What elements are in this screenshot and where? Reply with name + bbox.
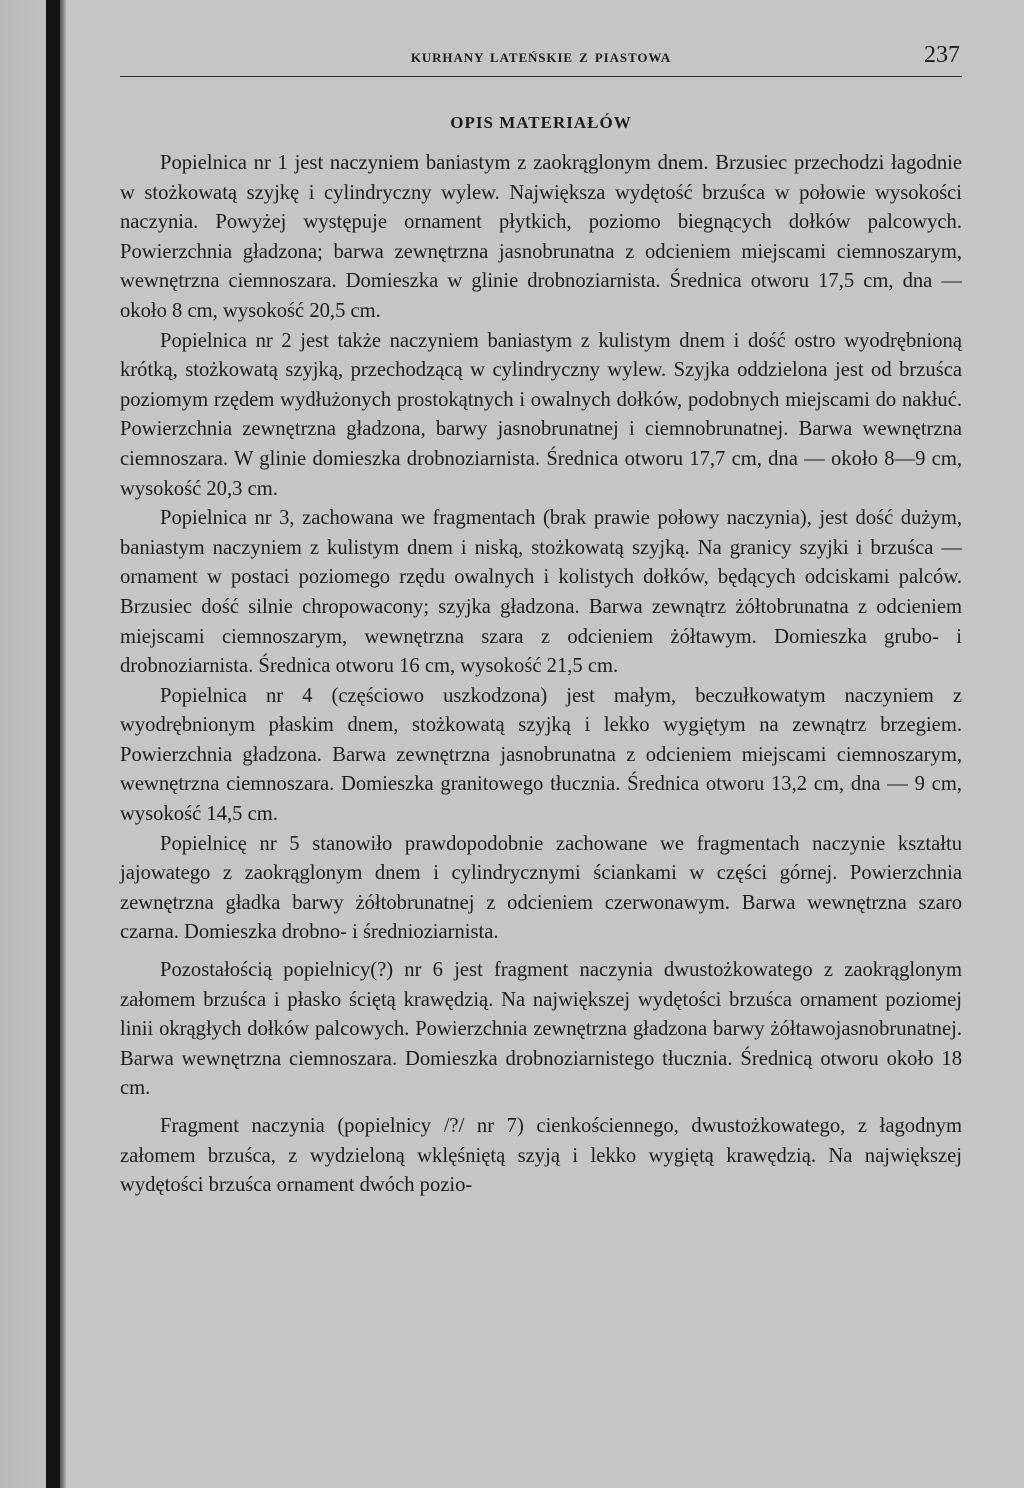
paragraph-fragment-7: Fragment naczynia (popielnicy /?/ nr 7) cienkościennego, dwustożkowatego, z łagodnym załomem brzuśca, z wydzieloną wklęśniętą szyją i lekko wygiętą krawędzią. Na największej wydętości brzuśca ornament dwóch pozio- (120, 1115, 962, 1197)
paragraph-urn-1: Popielnica nr 1 jest naczyniem baniastym z zaokrąglonym dnem. Brzusiec przechodzi łagodnie w stożkowatą szyjkę i cylindryczny wylew. Największa wydętość brzuśca w połowie wysokości naczynia. Powyżej występuje ornament płytkich, poziomo biegnących dołków palcowych. Powierzchnia gładzona; barwa zewnętrzna jasnobrunatna z odcieniem miejscami ciemnoszarym, wewnętrzna ciemnoszara. Domieszka w glinie drobnoziarnista. Średnica otworu 17,5 cm, dna — około 8 cm, wysokość 20,5 cm. (120, 152, 962, 322)
book-page (120, 40, 962, 1201)
running-title: KURHANY LATEŃSKIE Z PIASTOWA (410, 50, 672, 65)
paragraph-urn-3: Popielnica nr 3, zachowana we fragmentach (brak prawie połowy naczynia), jest dość dużym, baniastym naczyniem z kulistym dnem i niską, stożkowatą szyjką. Na granicy szyjki i brzuśca — ornament w postaci poziomego rzędu owalnych i kolistych dołków, będących odciskami palców. Brzusiec dość silnie chropowacony; szyjka gładzona. Barwa zewnątrz żółtobrunatna z odcieniem miejscami ciemnoszarym, wewnętrzna szara z odcieniem żółtawym. Domieszka grubo- i drobnoziarnista. Średnica otworu 16 cm, wysokość 21,5 cm. (120, 507, 962, 678)
binding-line (46, 0, 60, 1488)
section-title: OPIS MATERIAŁÓW (450, 113, 632, 132)
binding-edge (60, 0, 66, 1488)
paragraph-urn-4: Popielnica nr 4 (częściowo uszkodzona) jest małym, beczułkowatym naczyniem z wyodrębnionym płaskim dnem, stożkowatą szyjką i lekko wygiętym na zewnątrz brzegiem. Powierzchnia gładzona. Barwa zewnętrzna jasnobrunatna z odcieniem miejscami ciemnoszarym, wewnętrzna ciemnoszara. Domieszka granitowego tłucznia. Średnica otworu 13,2 cm, dna — 9 cm, wysokość 14,5 cm. (120, 684, 962, 826)
paragraph-urn-6: Pozostałością popielnicy(?) nr 6 jest fragment naczynia dwustożkowatego z zaokrąglonym załomem brzuśca i płasko ściętą krawędzią. Na największej wydętości brzuśca ornament poziomej linii okrągłych dołków palcowych. Powierzchnia zewnętrzna gładzona barwy żółtawojasnobrunatnej. Barwa wewnętrzna ciemnoszara. Domieszka drobnoziarnistego tłucznia. Średnicą otworu około 18 cm. (120, 959, 962, 1100)
running-head (120, 40, 962, 77)
paragraph-urn-5: Popielnicę nr 5 stanowiło prawdopodobnie zachowane we fragmentach naczynie kształtu jajowatego z zaokrąglonym dnem i cylindrycznymi ściankami w części górnej. Powierzchnia zewnętrzna gładka barwy żółtobrunatnej z odcieniem czerwonawym. Barwa wewnętrzna szaro czarna. Domieszka drobno- i średnioziarnista. (120, 832, 962, 944)
paragraph-urn-2: Popielnica nr 2 jest także naczyniem baniastym z kulistym dnem i dość ostro wyodrębnioną krótką, stożkowatą szyjką, przechodzącą w cylindryczny wylew. Szyjka oddzielona jest od brzuśca poziomym rzędem wydłużonych prostokątnych i owalnych dołków, podobnych miejscami do nakłuć. Powierzchnia zewnętrzna gładzona, barwy jasnobrunatnej i ciemnobrunatnej. Barwa wewnętrzna ciemnoszara. W glinie domieszka drobnoziarnista. Średnica otworu 17,7 cm, dna — około 8—9 cm, wysokość 20,3 cm. (120, 329, 962, 500)
page-number: 237 (924, 42, 960, 68)
body-text (120, 149, 962, 1201)
binding-shadow (0, 0, 46, 1488)
